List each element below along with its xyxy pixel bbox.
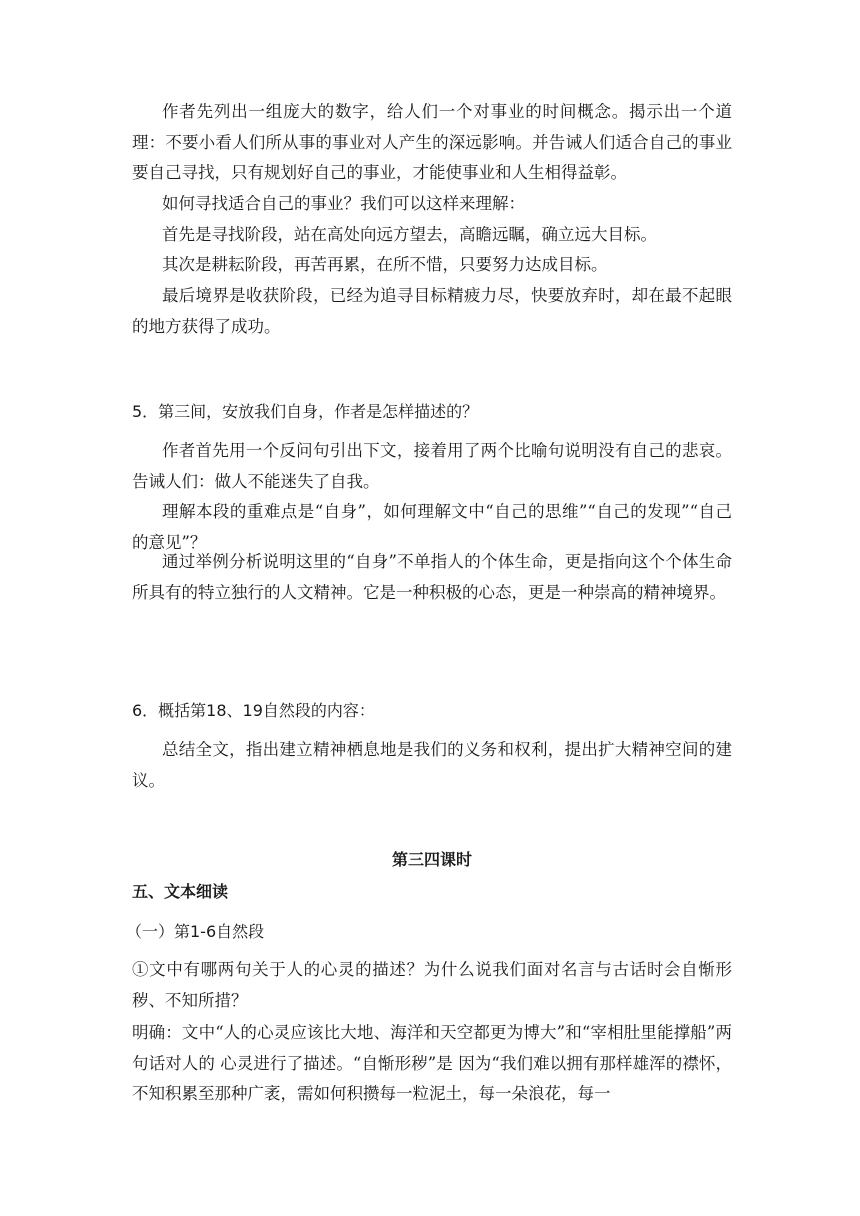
question-5-answer-3: 通过举例分析说明这里的“自身”不单指人的个体生命，更是指向这个个体生命所具有的特立独行的人文精神。它是一种积极的心态，更是一种崇高的精神境界。 (132, 552, 732, 602)
detail-question-1: ①文中有哪两句关于人的心灵的描述？为什么说我们面对名言与古话时会自惭形秽、不知所措？ (132, 960, 732, 1010)
lesson-heading: 第三四课时 (391, 850, 472, 869)
paragraph-stage-two: 其次是耕耘阶段，再苦再累，在所不惜，只要努力达成目标。 (162, 255, 608, 274)
question-5-answer-1: 作者首先用一个反问句引出下文，接着用了两个比喻句说明没有自己的悲哀。告诫人们：做人不能迷失了自我。 (132, 441, 732, 491)
question-6-answer: 总结全文，指出建立精神栖息地是我们的义务和权利，提出扩大精神空间的建议。 (132, 740, 732, 790)
paragraph-career-intro: 作者先列出一组庞大的数字，给人们一个对事业的时间概念。揭示出一个道理：不要小看人们所从事的事业对人产生的深远影响。并告诫人们适合自己的事业要自己寻找，只有规划好自己的事业，才能使事业和人生相得益彰。 (132, 102, 732, 182)
paragraph-stage-one: 首先是寻找阶段，站在高处向远方望去，高瞻远瞩，确立远大目标。 (162, 225, 657, 244)
subsection-title: （一）第1-6自然段 (126, 922, 265, 941)
question-5-answer-2: 理解本段的重难点是“自身”，如何理解文中“自己的思维”“自己的发现”“自己的意见”？ (132, 502, 732, 552)
section-title: 五、文本细读 (132, 882, 229, 901)
question-5-title: 5．第三间，安放我们自身，作者是怎样描述的？ (132, 402, 479, 421)
detail-answer-1: 明确：文中“人的心灵应该比大地、海洋和天空都更为博大”和“宰相肚里能撑船”两句话对人的 心灵进行了描述。“自惭形秽”是 因为“我们难以拥有那样雄浑的襟怀，不知积累至那种广袤，需如何积攒每一粒泥土，每一朵浪花，每一 (132, 1023, 732, 1103)
paragraph-how-to-find: 如何寻找适合自己的事业？我们可以这样来理解： (162, 194, 525, 213)
question-6-title: 6．概括第18、19自然段的内容： (132, 701, 375, 720)
paragraph-stage-three: 最后境界是收获阶段，已经为追寻目标精疲力尽，快要放弃时，却在最不起眼的地方获得了成功。 (132, 286, 732, 336)
